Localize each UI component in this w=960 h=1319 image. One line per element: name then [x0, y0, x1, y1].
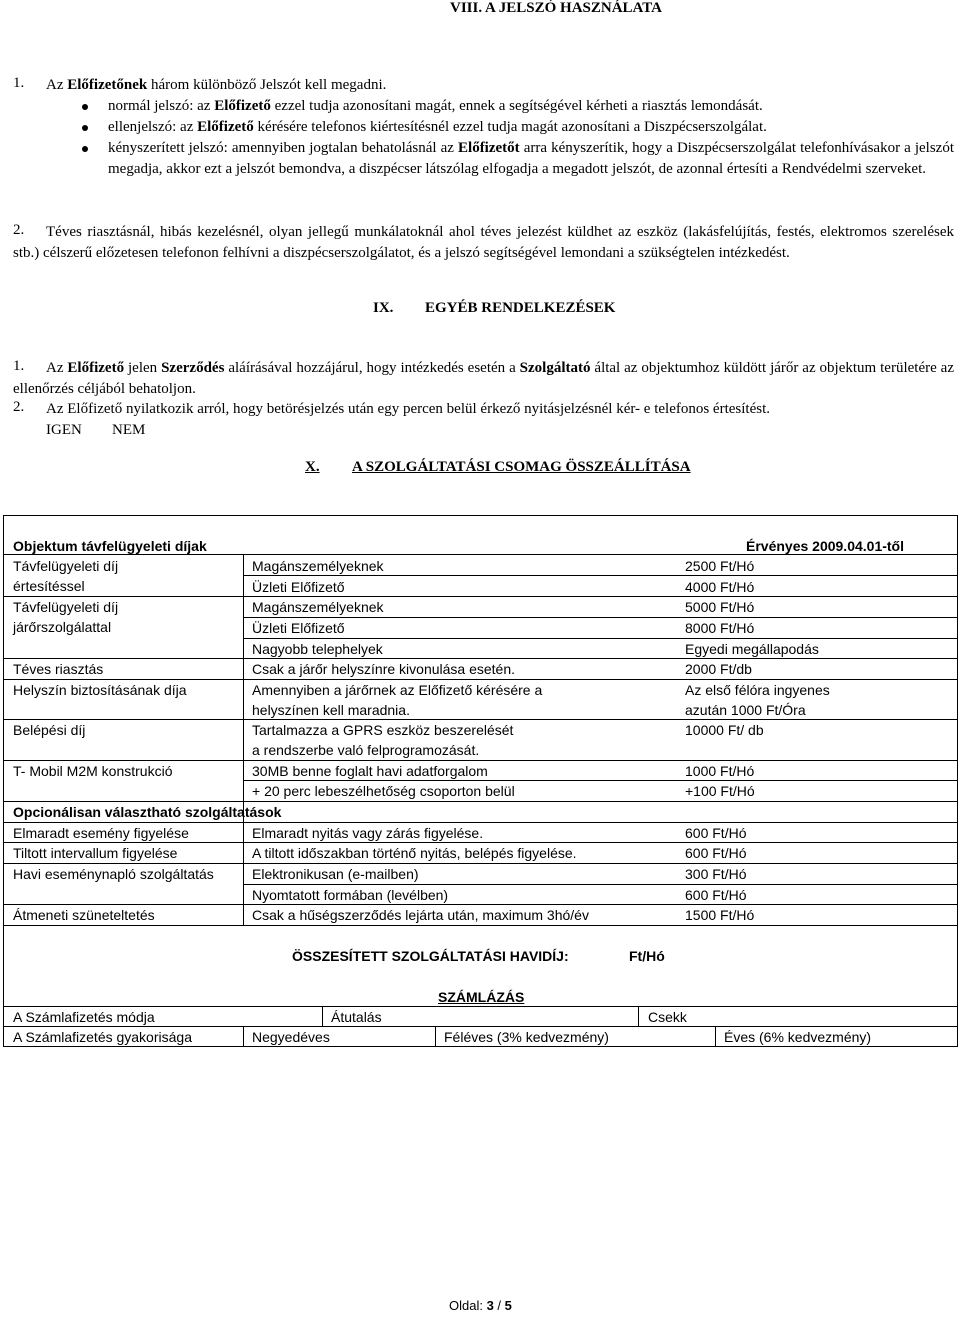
table-rule [3, 596, 958, 597]
table-col-divider [243, 822, 244, 925]
section-9-title: EGYÉB RENDELKEZÉSEK [425, 300, 616, 316]
table-cell: Csak a hűségszerződés lejárta után, maximum 3hó/év [252, 907, 589, 923]
section-8-item-1: Az Előfizetőnek három különböző Jelszót kell megadni. [46, 77, 387, 93]
billing-option-half-yearly[interactable]: Féléves (3% kedvezmény) [444, 1029, 609, 1045]
billing-frequency-label: A Számlafizetés gyakorisága [13, 1029, 192, 1045]
billing-option-quarterly[interactable]: Negyedéves [252, 1029, 330, 1045]
table-cell: Csak a járőr helyszínre kivonulása esetén. [252, 661, 516, 677]
table-cell: járőrszolgálattal [13, 619, 112, 635]
table-cell: 600 Ft/Hó [685, 887, 747, 903]
table-border [957, 515, 958, 1047]
table-cell: Átmeneti szüneteltetés [13, 907, 155, 923]
table-cell: 1500 Ft/Hó [685, 907, 755, 923]
table-cell: Távfelügyeleti díj [13, 599, 119, 615]
table-header-left: Objektum távfelügyeleti díjak [13, 538, 207, 554]
table-cell: Üzleti Előfizető [252, 620, 345, 636]
table-cell: 4000 Ft/Hó [685, 579, 755, 595]
table-cell: 8000 Ft/Hó [685, 620, 755, 636]
table-cell: 2500 Ft/Hó [685, 558, 755, 574]
table-cell: Tiltott intervallum figyelése [13, 845, 178, 861]
section-9-item-1: Az Előfizető jelen Szerződés aláírásával hozzájárul, hogy intézkedés esetén a Szolgáltató által az objektumhoz küldött járőr az objektum területére az ellenőrzés céljából behatoljon. [13, 360, 954, 397]
table-rule [3, 1046, 958, 1047]
table-cell: helyszínen kell maradnia. [252, 702, 410, 718]
table-cell: Egyedi megállapodás [685, 641, 819, 657]
bullet-icon [82, 146, 88, 152]
table-cell: értesítéssel [13, 578, 85, 594]
table-cell: 30MB benne foglalt havi adatforgalom [252, 763, 488, 779]
table-col-divider [435, 1026, 436, 1047]
table-cell: A tiltott időszakban történő nyitás, belépés figyelése. [252, 845, 577, 861]
table-cell: Nagyobb telephelyek [252, 641, 383, 657]
table-cell: 300 Ft/Hó [685, 866, 747, 882]
table-cell: 600 Ft/Hó [685, 845, 747, 861]
section-9-item-2: Az Előfizető nyilatkozik arról, hogy betörésjelzés után egy percen belül érkező nyitásjelzésnél kér- e telefonos értesítést. [46, 401, 770, 417]
bullet-icon [82, 104, 88, 110]
table-border [3, 515, 958, 516]
table-cell: Elektronikusan (e-mailben) [252, 866, 419, 882]
table-rule [3, 554, 958, 555]
billing-method-label: A Számlafizetés módja [13, 1009, 155, 1025]
table-rule [3, 925, 958, 926]
table-cell: Üzleti Előfizető [252, 579, 345, 595]
billing-option-transfer[interactable]: Átutalás [331, 1009, 382, 1025]
table-cell: Amennyiben a járőrnek az Előfizető kérésére a [252, 682, 543, 698]
table-rule [243, 617, 958, 618]
billing-title: SZÁMLÁZÁS [438, 989, 525, 1005]
table-cell: 10000 Ft/ db [685, 722, 764, 738]
billing-option-cheque[interactable]: Csekk [648, 1009, 687, 1025]
table-cell: a rendszerbe való felprogramozását. [252, 742, 480, 758]
table-rule [243, 575, 958, 576]
table-cell: Helyszín biztosításának díja [13, 682, 187, 698]
table-col-divider [243, 1026, 244, 1047]
bullet-forced-password: kényszerített jelszó: amennyiben jogtalan behatolásnál az Előfizetőt arra kényszerítik, hogy a Diszpécserszolgálat telefonhívásakor a jelszót megadja, akkor ezt a jelszót bemondva, a diszpécser látszólag elfogadja a megadott jelszót, de azonnal értesíti a Rendvédelmi szerveket. [108, 140, 954, 177]
item-number: 1. [13, 358, 25, 374]
section-8-title-text: VIII. A JELSZÓ HASZNÁLATA [449, 0, 662, 16]
total-monthly-fee-label: ÖSSZESÍTETT SZOLGÁLTATÁSI HAVIDÍJ: [292, 948, 569, 964]
table-cell: Havi eseménynapló szolgáltatás [13, 866, 214, 882]
item-number: 2. [13, 222, 25, 238]
table-header-right: Érvényes 2009.04.01-től [746, 538, 904, 554]
bullet-icon [82, 125, 88, 131]
total-monthly-fee-unit: Ft/Hó [629, 948, 665, 964]
section-8-title [0, 0, 960, 17]
table-cell: Téves riasztás [13, 661, 104, 677]
table-cell: 5000 Ft/Hó [685, 599, 755, 615]
optional-services-title: Opcionálisan választható szolgáltatások [13, 804, 282, 820]
section-10-title: A SZOLGÁLTATÁSI CSOMAG ÖSSZEÁLLÍTÁSA [352, 459, 691, 475]
table-cell: Magánszemélyeknek [252, 599, 384, 615]
table-cell: Tartalmazza a GPRS eszköz beszerelését [252, 722, 514, 738]
table-cell: Az első félóra ingyenes [685, 682, 830, 698]
section-8-item-2: Téves riasztásnál, hibás kezelésnél, olyan jellegű munkálatoknál ahol téves jelezést küldhet az eszköz (lakásfelújítás, festés, elektromos szerelések stb.) célszerű előzetesen telefonon felhívni a diszpécserszolgálatot, és a jelszó segítségével lemondani a szükségtelen intézkedést. [13, 224, 954, 261]
table-cell: +100 Ft/Hó [685, 783, 755, 799]
table-cell: Magánszemélyeknek [252, 558, 384, 574]
table-cell: Elmaradt esemény figyelése [13, 825, 189, 841]
table-col-divider [638, 1006, 639, 1027]
bullet-normal-password: normál jelszó: az Előfizető ezzel tudja azonosítani magát, ennek a segítségével kérheti a riasztás lemondását. [108, 98, 763, 114]
table-cell: Nyomtatott formában (levélben) [252, 887, 449, 903]
item-number: 1. [13, 75, 25, 91]
table-cell: 2000 Ft/db [685, 661, 752, 677]
table-cell: 1000 Ft/Hó [685, 763, 755, 779]
table-cell: azután 1000 Ft/Óra [685, 702, 806, 718]
table-cell: Elmaradt nyitás vagy zárás figyelése. [252, 825, 484, 841]
section-9-number: IX. [373, 300, 394, 316]
no-option[interactable]: NEM [112, 422, 146, 438]
table-col-divider [715, 1026, 716, 1047]
table-col-divider [243, 554, 244, 824]
table-cell: Belépési díj [13, 722, 86, 738]
yes-option[interactable]: IGEN [46, 422, 82, 438]
page-number: Oldal: 3 / 5 [449, 1298, 512, 1313]
bullet-counter-password: ellenjelszó: az Előfizető kérésére telefonos kiértesítésnél ezzel tudja magát azonosítani a Diszpécserszolgálat. [108, 119, 767, 135]
table-cell: T- Mobil M2M konstrukció [13, 763, 173, 779]
item-number: 2. [13, 399, 25, 415]
table-cell: 600 Ft/Hó [685, 825, 747, 841]
table-col-divider [322, 1006, 323, 1027]
billing-option-yearly[interactable]: Éves (6% kedvezmény) [724, 1029, 872, 1045]
table-border [3, 515, 4, 1047]
section-10-number: X. [305, 459, 320, 475]
table-cell: + 20 perc lebeszélhetőség csoporton belül [252, 783, 515, 799]
table-cell: Távfelügyeleti díj [13, 558, 119, 574]
